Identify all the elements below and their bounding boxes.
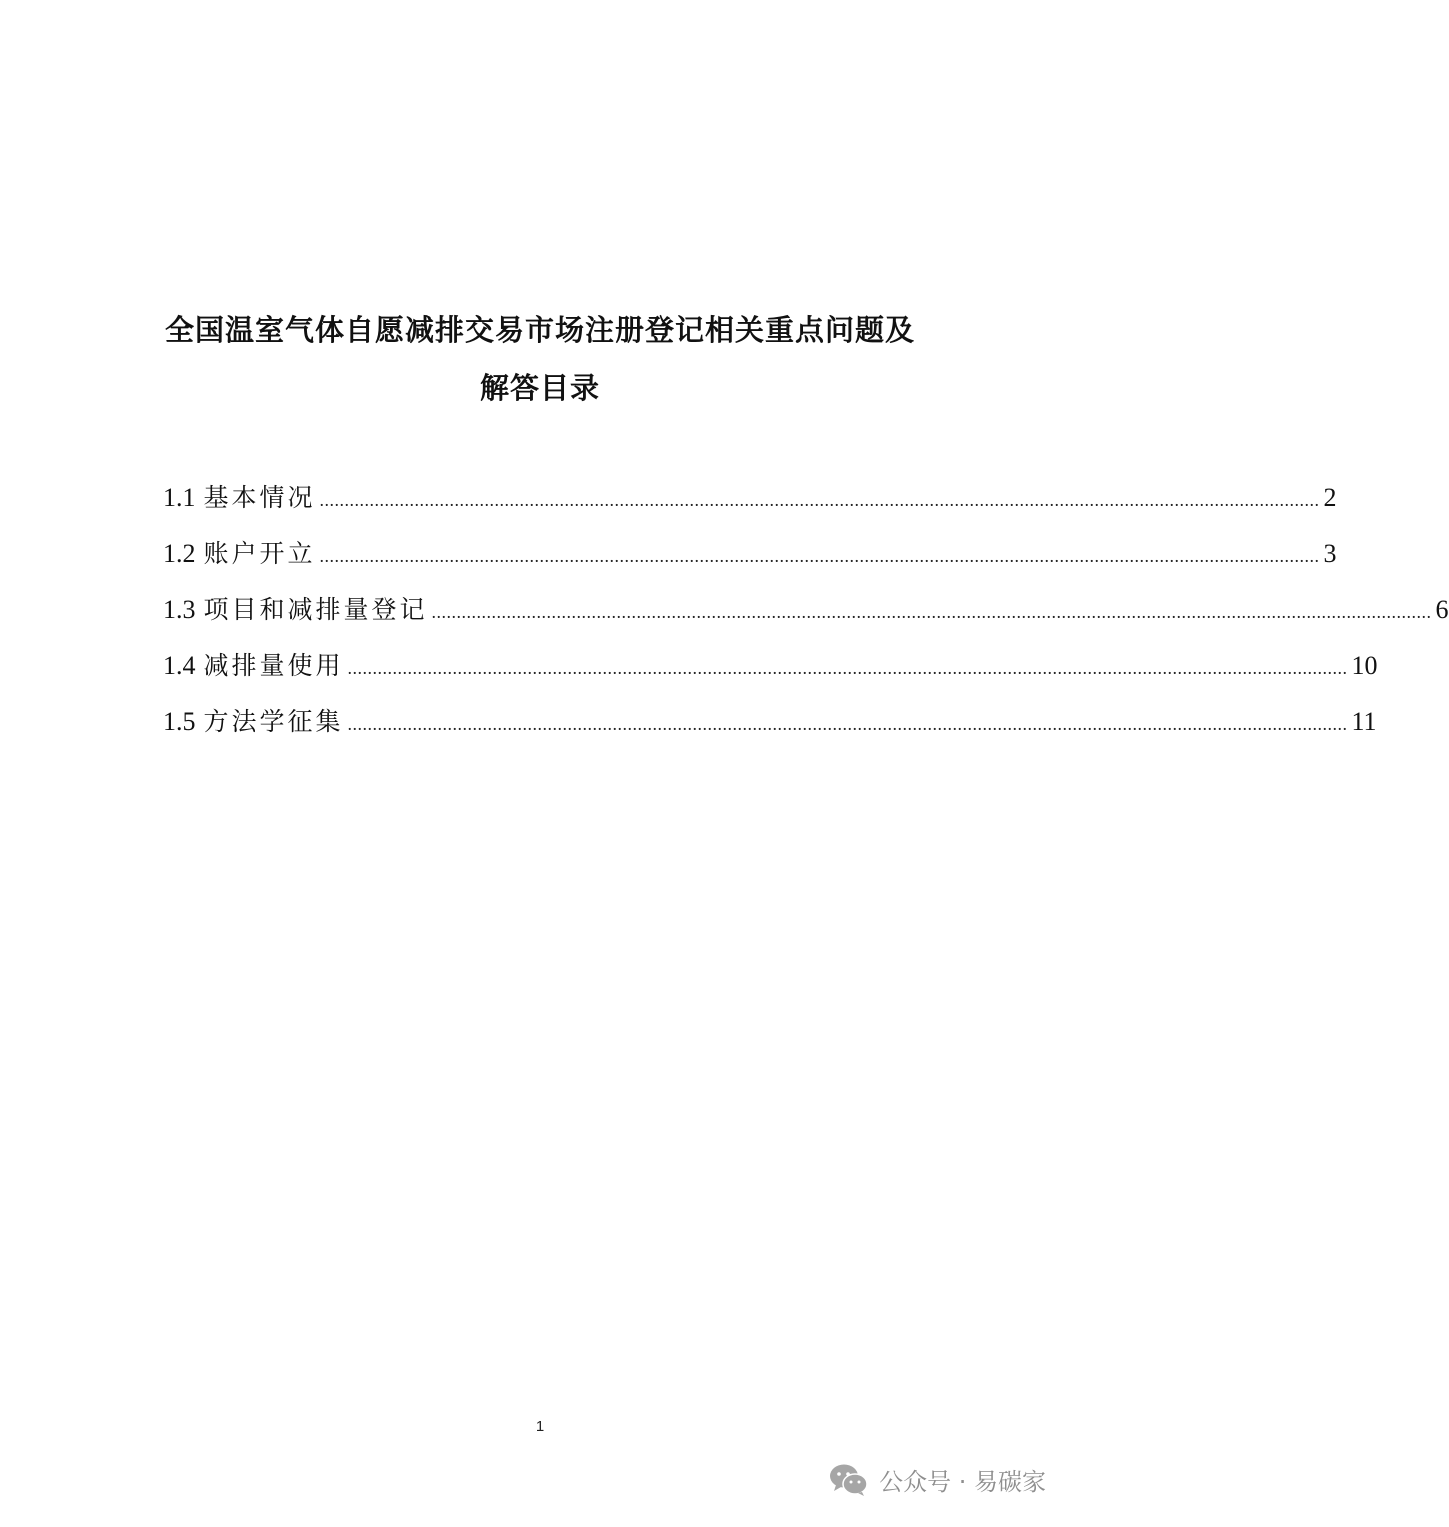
- document-title-line-1: 全国温室气体自愿减排交易市场注册登记相关重点问题及: [164, 313, 915, 347]
- toc-entry-label: 方法学征集: [203, 707, 344, 736]
- toc-entry-page: 2: [1323, 483, 1337, 512]
- toc-dot-leader: ........................................................................................................................................................................................................: [319, 490, 1320, 510]
- toc-entry-basic-situation[interactable]: [163, 478, 1337, 534]
- toc-entry-label: 减排量使用: [203, 651, 344, 680]
- toc-entry-page: 10: [1351, 651, 1378, 680]
- wechat-icon: [829, 1463, 869, 1497]
- document-title-line-2: 解答目录: [479, 371, 600, 405]
- table-of-contents: [163, 478, 1449, 758]
- toc-dot-leader: ........................................................................................................................................................................................................: [347, 714, 1348, 734]
- toc-entry-label: 项目和减排量登记: [203, 595, 428, 624]
- toc-dot-leader: ........................................................................................................................................................................................................: [347, 658, 1348, 678]
- toc-entry-account-opening[interactable]: [163, 534, 1337, 590]
- toc-entry-number: 1.5: [163, 707, 196, 736]
- toc-dot-leader: ........................................................................................................................................................................................................: [319, 546, 1320, 566]
- page-number: 1: [535, 1418, 545, 1435]
- toc-entry-number: 1.4: [163, 651, 196, 680]
- toc-entry-number: 1.2: [163, 539, 196, 568]
- toc-entry-number: 1.1: [163, 483, 196, 512]
- toc-entry-page: 6: [1435, 595, 1449, 624]
- watermark-text: 公众号 · 易碳家: [879, 1468, 1046, 1496]
- toc-entry-project-registration[interactable]: [163, 590, 1449, 646]
- toc-entry-label: 基本情况: [203, 483, 316, 512]
- toc-entry-page: 11: [1351, 707, 1377, 736]
- toc-entry-page: 3: [1323, 539, 1337, 568]
- toc-entry-methodology-collection[interactable]: [163, 702, 1377, 758]
- toc-entry-reduction-use[interactable]: [163, 646, 1378, 702]
- toc-dot-leader: ........................................................................................................................................................................................................: [431, 602, 1432, 622]
- wechat-watermark: [829, 1462, 1046, 1497]
- toc-entry-number: 1.3: [163, 595, 196, 624]
- toc-entry-label: 账户开立: [203, 539, 316, 568]
